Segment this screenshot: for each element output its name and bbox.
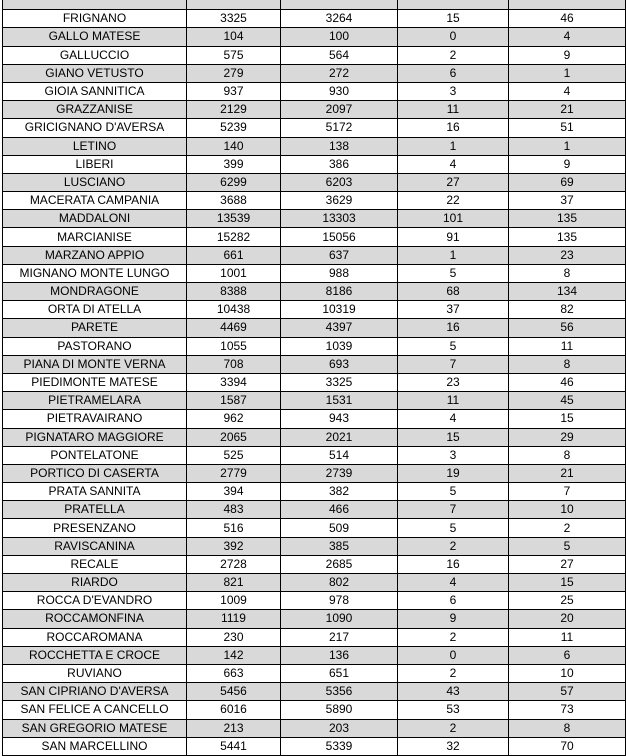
value-col3-cell[interactable]: 11: [398, 392, 509, 410]
municipality-cell[interactable]: PORTICO DI CASERTA: [3, 464, 187, 482]
table-row: [3, 64, 626, 82]
value-col4-cell[interactable]: 8: [509, 355, 626, 373]
value-col4-cell[interactable]: 9: [509, 155, 626, 173]
value-col1-cell[interactable]: 1001: [187, 264, 281, 282]
value-col1-cell[interactable]: 3325: [187, 10, 281, 28]
table-row: [3, 101, 626, 119]
value-col2-cell[interactable]: 217: [281, 628, 398, 646]
value-col4-cell[interactable]: 134: [509, 283, 626, 301]
value-col3-cell[interactable]: [398, 0, 509, 10]
value-col2-cell[interactable]: 802: [281, 574, 398, 592]
value-col1-cell[interactable]: 516: [187, 519, 281, 537]
municipality-cell[interactable]: ROCCAMONFINA: [3, 610, 187, 628]
value-col4-cell[interactable]: 10: [509, 501, 626, 519]
municipality-cell[interactable]: GRICIGNANO D'AVERSA: [3, 119, 187, 137]
value-col2-cell[interactable]: 564: [281, 46, 398, 64]
municipality-cell[interactable]: RAVISCANINA: [3, 537, 187, 555]
value-col2-cell[interactable]: 3264: [281, 10, 398, 28]
value-col4-cell[interactable]: 27: [509, 555, 626, 573]
municipality-cell[interactable]: MONDRAGONE: [3, 283, 187, 301]
municipality-cell[interactable]: SAN GREGORIO MATESE: [3, 719, 187, 737]
value-col1-cell[interactable]: 399: [187, 155, 281, 173]
value-col1-cell[interactable]: 2779: [187, 464, 281, 482]
municipality-cell[interactable]: ORTA DI ATELLA: [3, 301, 187, 319]
municipality-cell[interactable]: MIGNANO MONTE LUNGO: [3, 264, 187, 282]
municipality-cell[interactable]: ROCCHETTA E CROCE: [3, 646, 187, 664]
value-col4-cell[interactable]: 51: [509, 119, 626, 137]
value-col4-cell[interactable]: 20: [509, 610, 626, 628]
table-row: [3, 646, 626, 664]
value-col4-cell[interactable]: 82: [509, 301, 626, 319]
value-col3-cell[interactable]: 7: [398, 501, 509, 519]
value-col1-cell[interactable]: 661: [187, 246, 281, 264]
table-row: [3, 337, 626, 355]
municipality-cell[interactable]: PASTORANO: [3, 337, 187, 355]
municipality-cell[interactable]: SAN CIPRIANO D'AVERSA: [3, 683, 187, 701]
table-row: [3, 392, 626, 410]
value-col4-cell[interactable]: 46: [509, 373, 626, 391]
value-col3-cell[interactable]: 2: [398, 719, 509, 737]
value-col4-cell[interactable]: 56: [509, 319, 626, 337]
value-col4-cell[interactable]: 1: [509, 64, 626, 82]
value-col1-cell[interactable]: 5456: [187, 683, 281, 701]
value-col1-cell[interactable]: [187, 0, 281, 10]
municipality-cell[interactable]: SAN MARCELLINO: [3, 737, 187, 755]
value-col2-cell[interactable]: [281, 0, 398, 10]
table-body: [3, 0, 626, 755]
value-col2-cell[interactable]: 15056: [281, 228, 398, 246]
table-row: [3, 610, 626, 628]
value-col3-cell[interactable]: 37: [398, 301, 509, 319]
municipality-cell[interactable]: RIARDO: [3, 574, 187, 592]
value-col2-cell[interactable]: 382: [281, 483, 398, 501]
value-col3-cell[interactable]: 11: [398, 101, 509, 119]
table-row: [3, 628, 626, 646]
value-col3-cell[interactable]: 2: [398, 537, 509, 555]
table-row: [3, 373, 626, 391]
value-col3-cell[interactable]: 5: [398, 337, 509, 355]
value-col3-cell[interactable]: 3: [398, 82, 509, 100]
municipality-cell[interactable]: PIEDIMONTE MATESE: [3, 373, 187, 391]
value-col4-cell[interactable]: 2: [509, 519, 626, 537]
municipality-cell[interactable]: ROCCAROMANA: [3, 628, 187, 646]
value-col1-cell[interactable]: 8388: [187, 283, 281, 301]
value-col4-cell[interactable]: 11: [509, 337, 626, 355]
municipality-cell[interactable]: LIBERI: [3, 155, 187, 173]
value-col3-cell[interactable]: 2: [398, 628, 509, 646]
municipality-cell[interactable]: GRAZZANISE: [3, 101, 187, 119]
value-col3-cell[interactable]: 5: [398, 519, 509, 537]
value-col4-cell[interactable]: 23: [509, 246, 626, 264]
table-row: [3, 446, 626, 464]
value-col1-cell[interactable]: 708: [187, 355, 281, 373]
value-col1-cell[interactable]: 2129: [187, 101, 281, 119]
value-col3-cell[interactable]: 68: [398, 283, 509, 301]
value-col2-cell[interactable]: 4397: [281, 319, 398, 337]
value-col3-cell[interactable]: 19: [398, 464, 509, 482]
value-col2-cell[interactable]: 386: [281, 155, 398, 173]
table-row: [3, 301, 626, 319]
value-col4-cell[interactable]: 46: [509, 10, 626, 28]
value-col3-cell[interactable]: 6: [398, 592, 509, 610]
value-col1-cell[interactable]: 392: [187, 537, 281, 555]
value-col1-cell[interactable]: 6299: [187, 173, 281, 191]
value-col2-cell[interactable]: 3629: [281, 192, 398, 210]
municipality-cell[interactable]: PONTELATONE: [3, 446, 187, 464]
municipality-cell[interactable]: PIANA DI MONTE VERNA: [3, 355, 187, 373]
value-col2-cell[interactable]: 8186: [281, 283, 398, 301]
table-row: [3, 464, 626, 482]
value-col4-cell[interactable]: 29: [509, 428, 626, 446]
value-col1-cell[interactable]: 213: [187, 719, 281, 737]
value-col2-cell[interactable]: 138: [281, 137, 398, 155]
table-row: [3, 246, 626, 264]
value-col3-cell[interactable]: 27: [398, 173, 509, 191]
municipality-cell[interactable]: PRATELLA: [3, 501, 187, 519]
value-col2-cell[interactable]: 943: [281, 410, 398, 428]
table-row: [3, 283, 626, 301]
value-col3-cell[interactable]: 4: [398, 155, 509, 173]
value-col2-cell[interactable]: 2685: [281, 555, 398, 573]
value-col3-cell[interactable]: 43: [398, 683, 509, 701]
value-col4-cell[interactable]: 1: [509, 137, 626, 155]
value-col2-cell[interactable]: 2739: [281, 464, 398, 482]
value-col4-cell[interactable]: 5: [509, 537, 626, 555]
value-col3-cell[interactable]: 5: [398, 483, 509, 501]
value-col1-cell[interactable]: 3394: [187, 373, 281, 391]
municipality-cell[interactable]: LUSCIANO: [3, 173, 187, 191]
value-col4-cell[interactable]: 135: [509, 228, 626, 246]
value-col2-cell[interactable]: 100: [281, 28, 398, 46]
municipality-cell[interactable]: RECALE: [3, 555, 187, 573]
value-col4-cell[interactable]: 4: [509, 82, 626, 100]
table-row: [3, 501, 626, 519]
municipality-cell[interactable]: PRESENZANO: [3, 519, 187, 537]
value-col3-cell[interactable]: 0: [398, 646, 509, 664]
value-col1-cell[interactable]: 2065: [187, 428, 281, 446]
value-col3-cell[interactable]: 3: [398, 446, 509, 464]
value-col2-cell[interactable]: 2097: [281, 101, 398, 119]
value-col4-cell[interactable]: 9: [509, 46, 626, 64]
value-col1-cell[interactable]: 1587: [187, 392, 281, 410]
table-row: [3, 664, 626, 682]
value-col1-cell[interactable]: 575: [187, 46, 281, 64]
value-col1-cell[interactable]: 5239: [187, 119, 281, 137]
value-col2-cell[interactable]: 10319: [281, 301, 398, 319]
value-col4-cell[interactable]: 37: [509, 192, 626, 210]
value-col2-cell[interactable]: 930: [281, 82, 398, 100]
value-col2-cell[interactable]: 5356: [281, 683, 398, 701]
value-col2-cell[interactable]: 978: [281, 592, 398, 610]
table-row: [3, 264, 626, 282]
table-row: [3, 355, 626, 373]
value-col1-cell[interactable]: 1055: [187, 337, 281, 355]
value-col1-cell[interactable]: 15282: [187, 228, 281, 246]
value-col3-cell[interactable]: 16: [398, 319, 509, 337]
value-col4-cell[interactable]: 10: [509, 664, 626, 682]
table-row: [3, 137, 626, 155]
table-row: [3, 119, 626, 137]
value-col1-cell[interactable]: 4469: [187, 319, 281, 337]
value-col3-cell[interactable]: 16: [398, 555, 509, 573]
value-col3-cell[interactable]: 6: [398, 64, 509, 82]
municipality-cell[interactable]: MARCIANISE: [3, 228, 187, 246]
value-col4-cell[interactable]: 69: [509, 173, 626, 191]
value-col4-cell[interactable]: 70: [509, 737, 626, 755]
value-col3-cell[interactable]: 2: [398, 46, 509, 64]
value-col1-cell[interactable]: 104: [187, 28, 281, 46]
value-col2-cell[interactable]: 136: [281, 646, 398, 664]
value-col1-cell[interactable]: 3688: [187, 192, 281, 210]
value-col2-cell[interactable]: 1531: [281, 392, 398, 410]
table-row: [3, 483, 626, 501]
value-col4-cell[interactable]: 45: [509, 392, 626, 410]
value-col2-cell[interactable]: 651: [281, 664, 398, 682]
value-col2-cell[interactable]: 13303: [281, 210, 398, 228]
value-col1-cell[interactable]: 6016: [187, 701, 281, 719]
table-row: [3, 683, 626, 701]
value-col3-cell[interactable]: 15: [398, 428, 509, 446]
value-col1-cell[interactable]: 937: [187, 82, 281, 100]
data-table: [2, 0, 626, 756]
value-col2-cell[interactable]: 509: [281, 519, 398, 537]
table-row: [3, 228, 626, 246]
table-row: [3, 592, 626, 610]
value-col4-cell[interactable]: 6: [509, 646, 626, 664]
value-col3-cell[interactable]: 7: [398, 355, 509, 373]
table-row: [3, 537, 626, 555]
municipality-cell[interactable]: SAN FELICE A CANCELLO: [3, 701, 187, 719]
value-col4-cell[interactable]: 11: [509, 628, 626, 646]
value-col4-cell[interactable]: 7: [509, 483, 626, 501]
value-col3-cell[interactable]: 0: [398, 28, 509, 46]
municipality-cell[interactable]: ROCCA D'EVANDRO: [3, 592, 187, 610]
municipality-cell[interactable]: GIANO VETUSTO: [3, 64, 187, 82]
table-row: [3, 82, 626, 100]
municipality-cell[interactable]: RUVIANO: [3, 664, 187, 682]
municipality-cell[interactable]: PIETRAMELARA: [3, 392, 187, 410]
value-col1-cell[interactable]: 525: [187, 446, 281, 464]
table-row: [3, 10, 626, 28]
municipality-cell[interactable]: GALLO MATESE: [3, 28, 187, 46]
value-col1-cell[interactable]: 13539: [187, 210, 281, 228]
value-col4-cell[interactable]: 73: [509, 701, 626, 719]
value-col1-cell[interactable]: 2728: [187, 555, 281, 573]
table-row: [3, 46, 626, 64]
value-col3-cell[interactable]: 5: [398, 264, 509, 282]
value-col2-cell[interactable]: 385: [281, 537, 398, 555]
table-row: [3, 192, 626, 210]
municipality-cell[interactable]: PRATA SANNITA: [3, 483, 187, 501]
value-col3-cell[interactable]: 1: [398, 246, 509, 264]
value-col2-cell[interactable]: 5172: [281, 119, 398, 137]
table-row: [3, 737, 626, 755]
table-row: [3, 0, 626, 10]
table-row: [3, 555, 626, 573]
value-col3-cell[interactable]: 4: [398, 574, 509, 592]
value-col2-cell[interactable]: 272: [281, 64, 398, 82]
municipality-cell[interactable]: PIETRAVAIRANO: [3, 410, 187, 428]
value-col3-cell[interactable]: 2: [398, 664, 509, 682]
table-row: [3, 28, 626, 46]
value-col4-cell[interactable]: [509, 0, 626, 10]
table-row: [3, 701, 626, 719]
value-col4-cell[interactable]: 21: [509, 101, 626, 119]
value-col2-cell[interactable]: 514: [281, 446, 398, 464]
table-row: [3, 210, 626, 228]
value-col3-cell[interactable]: 91: [398, 228, 509, 246]
municipality-cell[interactable]: [3, 0, 187, 10]
value-col2-cell[interactable]: 637: [281, 246, 398, 264]
value-col3-cell[interactable]: 9: [398, 610, 509, 628]
value-col1-cell[interactable]: 142: [187, 646, 281, 664]
value-col2-cell[interactable]: 1039: [281, 337, 398, 355]
table-row: [3, 428, 626, 446]
table-row: [3, 173, 626, 191]
municipality-cell[interactable]: PIGNATARO MAGGIORE: [3, 428, 187, 446]
table-row: [3, 410, 626, 428]
value-col3-cell[interactable]: 1: [398, 137, 509, 155]
value-col1-cell[interactable]: 279: [187, 64, 281, 82]
value-col1-cell[interactable]: 394: [187, 483, 281, 501]
value-col1-cell[interactable]: 10438: [187, 301, 281, 319]
value-col1-cell[interactable]: 1009: [187, 592, 281, 610]
value-col3-cell[interactable]: 53: [398, 701, 509, 719]
value-col2-cell[interactable]: 693: [281, 355, 398, 373]
table-row: [3, 719, 626, 737]
municipality-cell[interactable]: LETINO: [3, 137, 187, 155]
value-col3-cell[interactable]: 101: [398, 210, 509, 228]
value-col3-cell[interactable]: 16: [398, 119, 509, 137]
value-col1-cell[interactable]: 821: [187, 574, 281, 592]
value-col2-cell[interactable]: 1090: [281, 610, 398, 628]
municipality-cell[interactable]: GIOIA SANNITICA: [3, 82, 187, 100]
value-col2-cell[interactable]: 6203: [281, 173, 398, 191]
value-col2-cell[interactable]: 2021: [281, 428, 398, 446]
value-col2-cell[interactable]: 3325: [281, 373, 398, 391]
value-col3-cell[interactable]: 4: [398, 410, 509, 428]
value-col1-cell[interactable]: 962: [187, 410, 281, 428]
value-col1-cell[interactable]: 1119: [187, 610, 281, 628]
value-col1-cell[interactable]: 5441: [187, 737, 281, 755]
value-col3-cell[interactable]: 22: [398, 192, 509, 210]
value-col4-cell[interactable]: 15: [509, 410, 626, 428]
value-col3-cell[interactable]: 15: [398, 10, 509, 28]
table-row: [3, 319, 626, 337]
value-col4-cell[interactable]: 8: [509, 719, 626, 737]
municipality-cell[interactable]: GALLUCCIO: [3, 46, 187, 64]
value-col4-cell[interactable]: 135: [509, 210, 626, 228]
value-col1-cell[interactable]: 663: [187, 664, 281, 682]
municipality-cell[interactable]: PARETE: [3, 319, 187, 337]
value-col4-cell[interactable]: 25: [509, 592, 626, 610]
value-col4-cell[interactable]: 21: [509, 464, 626, 482]
table-row: [3, 519, 626, 537]
municipality-cell[interactable]: MARZANO APPIO: [3, 246, 187, 264]
value-col4-cell[interactable]: 8: [509, 446, 626, 464]
value-col2-cell[interactable]: 5890: [281, 701, 398, 719]
value-col4-cell[interactable]: 57: [509, 683, 626, 701]
table-row: [3, 574, 626, 592]
value-col1-cell[interactable]: 483: [187, 501, 281, 519]
value-col2-cell[interactable]: 466: [281, 501, 398, 519]
municipality-cell[interactable]: MADDALONI: [3, 210, 187, 228]
value-col2-cell[interactable]: 988: [281, 264, 398, 282]
value-col2-cell[interactable]: 5339: [281, 737, 398, 755]
value-col3-cell[interactable]: 32: [398, 737, 509, 755]
value-col4-cell[interactable]: 15: [509, 574, 626, 592]
value-col4-cell[interactable]: 4: [509, 28, 626, 46]
value-col3-cell[interactable]: 23: [398, 373, 509, 391]
value-col4-cell[interactable]: 8: [509, 264, 626, 282]
table-row: [3, 155, 626, 173]
value-col2-cell[interactable]: 203: [281, 719, 398, 737]
value-col1-cell[interactable]: 230: [187, 628, 281, 646]
value-col1-cell[interactable]: 140: [187, 137, 281, 155]
municipality-cell[interactable]: MACERATA CAMPANIA: [3, 192, 187, 210]
municipality-cell[interactable]: FRIGNANO: [3, 10, 187, 28]
